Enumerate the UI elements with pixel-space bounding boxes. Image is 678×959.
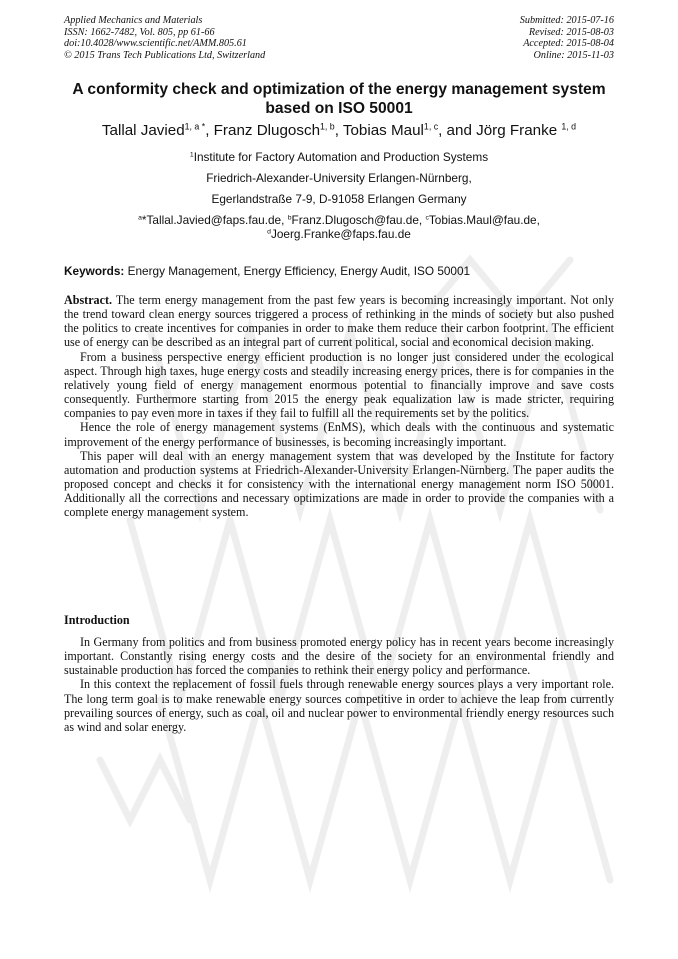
abstract-text: The term energy management from the past few years is becoming increasingly important. Not only the trend toward clean energy sources triggered a process of rethinking in the minds of society but also pushed the politics to create incentives for companies in order to make them reduce their carbon footprint. The efficient use of energy can be described as an integral part of current political, social and economical decision making.: [64, 293, 614, 350]
abstract-paragraph: [64, 293, 614, 350]
date-accepted: Accepted: 2015-08-04: [523, 38, 614, 50]
email: Tobias.Maul@fau.de,: [428, 213, 540, 227]
author-list: [30, 121, 648, 141]
journal-info: [64, 15, 265, 61]
journal-doi: doi:10.4028/www.scientific.net/AMM.805.61: [64, 38, 247, 50]
author-sup: 1, a *: [184, 121, 206, 132]
author-emails-line-2: [40, 227, 638, 241]
author-emails: [40, 213, 638, 227]
author-name: Jörg Franke: [476, 122, 558, 139]
affiliation-address: Egerlandstraße 7-9, D-91058 Erlangen Germany: [211, 192, 467, 206]
date-submitted: Submitted: 2015-07-16: [519, 15, 614, 26]
title-line-2: based on ISO 50001: [265, 100, 413, 117]
author-sup: 1, c: [423, 121, 439, 132]
email-sup: a: [138, 214, 142, 222]
author-sup: 1, d: [561, 121, 577, 132]
author-sep: , and: [438, 122, 477, 139]
keywords: [64, 264, 624, 278]
abstract-paragraph: Hence the role of energy management systems (EnMS), which deals with the continuous and systematic improvement of the energy performance of businesses, is becoming increasingly important.: [64, 420, 614, 449]
journal-issn: ISSN: 1662-7482, Vol. 805, pp 61-66: [64, 26, 215, 38]
affiliation-institute: [40, 150, 638, 164]
journal-name: Applied Mechanics and Materials: [64, 15, 203, 26]
author-name: Tobias Maul: [342, 122, 424, 139]
email: *Tallal.Javied@faps.fau.de,: [141, 213, 288, 227]
email-sup: c: [425, 214, 429, 222]
paper-title: [50, 80, 628, 118]
author-name: Tallal Javied: [101, 122, 185, 139]
institute-name: Institute for Factory Automation and Production Systems: [193, 150, 489, 164]
author-name: Franz Dlugosch: [213, 122, 321, 139]
email: Franz.Dlugosch@fau.de,: [291, 213, 426, 227]
date-revised: Revised: 2015-08-03: [528, 26, 614, 38]
author-sep: ,: [334, 122, 343, 139]
email-sup: d: [267, 228, 271, 236]
journal-copyright: © 2015 Trans Tech Publications Ltd, Switzerland: [64, 49, 266, 61]
keywords-label: Keywords:: [64, 264, 125, 278]
abstract-label: Abstract.: [64, 293, 113, 307]
email: Joerg.Franke@faps.fau.de: [270, 227, 411, 241]
publication-dates: [520, 15, 614, 61]
affiliation-sup: 1: [189, 151, 194, 159]
abstract-paragraph: From a business perspective energy efficient production is no longer just considered under the ecological aspect. Through high taxes, huge energy costs and steadily increasing energy prices, there is for companies in the relatively young field of energy management enormous potential to financially improve and save costs consequently. Furthermore starting from 2015 the energy peak equalization law is made stricter, requiring companies to pay even more in taxes if they fail to fulfill all the requirements set by the politics.: [64, 349, 614, 421]
introduction-paragraph: In Germany from politics and from business promoted energy policy has in recent years become increasingly important. Constantly rising energy costs and the desire of the society for an environmental friendly and sustainable production has forced the companies to rethink their energy policy and performance.: [64, 635, 614, 678]
abstract-paragraph: This paper will deal with an energy management system that was developed by the Institute for factory automation and production systems at Friedrich-Alexander-University Erlangen-Nürnberg. The paper audits the proposed concept and checks it for consistency with the international energy management norm ISO 50001. Additionally all the corrections and necessary optimizations are made in order to provide the companies with a complete energy management system.: [64, 448, 614, 520]
author-sup: 1, b: [320, 121, 335, 132]
title-line-1: A conformity check and optimization of the energy management system: [72, 81, 606, 98]
introduction: [64, 635, 614, 734]
section-heading-introduction: Introduction: [64, 613, 130, 627]
keywords-text: Energy Management, Energy Efficiency, Energy Audit, ISO 50001: [127, 264, 471, 278]
abstract: [64, 293, 614, 520]
introduction-paragraph: In this context the replacement of fossil fuels through renewable energy sources plays a very important role. The long term goal is to make renewable energy sources competitive in order to achieve the leap from currently prevailing sources of energy, such as coal, oil and nuclear power to environmental friendly energy resources such as wind and solar energy.: [64, 677, 614, 734]
affiliation-university: Friedrich-Alexander-University Erlangen-Nürnberg,: [206, 171, 472, 185]
author-sep: ,: [205, 122, 214, 139]
date-online: Online: 2015-11-03: [533, 49, 614, 61]
email-sup: b: [287, 214, 292, 222]
